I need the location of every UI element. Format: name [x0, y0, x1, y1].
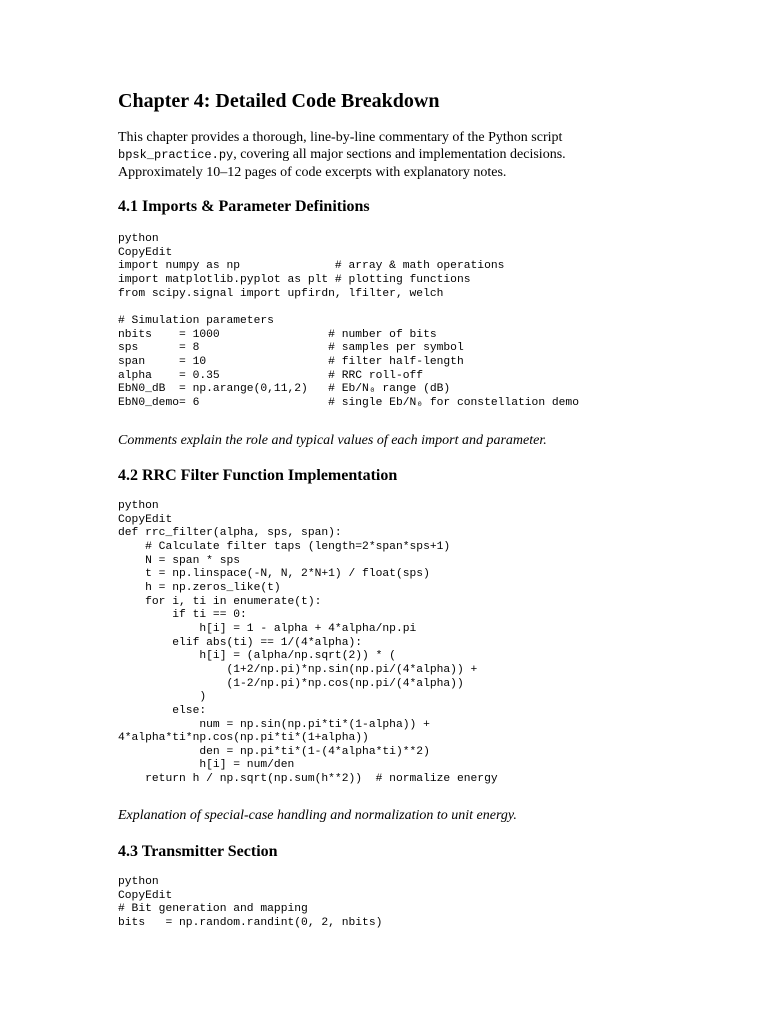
code-block-imports: python CopyEdit import numpy as np # array & math operations import matplotlib.pyplot as plt # plotting functions from scipy.signal import upfirdn, lfilter, welch # Simulation parameters nbits = 1000 # number of bits sps = 8 # samples per symbol span = 10 # filter half-length alpha = 0.35 # RRC roll-off EbN0_dB = np.arange(0,11,2) # Eb/N₀ range (dB) EbN0_demo= 6 # single Eb/N₀ for constellation demo	[118, 233, 579, 409]
code-block-rrc-filter: python CopyEdit def rrc_filter(alpha, sps, span): # Calculate filter taps (length=2*span*sps+1) N = span * sps t = np.linspace(-N, N, 2*N+1) / float(sps) h = np.zeros_like(t) for i, ti in enumerate(t): if ti == 0: h[i] = 1 - alpha + 4*alpha/np.pi elif abs(ti) == 1/(4*alpha): h[i] = (alpha/np.sqrt(2)) * ( (1+2/np.pi)*np.sin(np.pi/(4*alpha)) + (1-2/np.pi)*np.cos(np.pi/(4*alpha)) ) else: num = np.sin(np.pi*ti*(1-alpha)) + 4*alpha*ti*np.cos(np.pi*ti*(1+alpha)) den = np.pi*ti*(1-(4*alpha*ti)**2) h[i] = num/den return h / np.sqrt(np.sum(h**2)) # normalize energy	[118, 500, 498, 786]
section-note-rrc-filter: Explanation of special-case handling and normalization to unit energy.	[118, 808, 517, 823]
section-heading-imports: 4.1 Imports & Parameter Definitions	[118, 198, 370, 215]
intro-paragraph	[118, 129, 566, 181]
chapter-title: Chapter 4: Detailed Code Breakdown	[118, 90, 440, 112]
intro-line-2: , covering all major sections and implementation decisions.	[233, 147, 566, 162]
script-filename: bpsk_practice.py	[118, 148, 234, 162]
section-heading-transmitter: 4.3 Transmitter Section	[118, 843, 278, 860]
section-note-imports: Comments explain the role and typical values of each import and parameter.	[118, 433, 547, 448]
intro-line-1: This chapter provides a thorough, line-by-line commentary of the Python script	[118, 130, 563, 145]
intro-line-3: Approximately 10–12 pages of code excerpts with explanatory notes.	[118, 165, 507, 180]
code-block-transmitter: python CopyEdit # Bit generation and mapping bits = np.random.randint(0, 2, nbits)	[118, 876, 383, 929]
section-heading-rrc-filter: 4.2 RRC Filter Function Implementation	[118, 467, 398, 484]
